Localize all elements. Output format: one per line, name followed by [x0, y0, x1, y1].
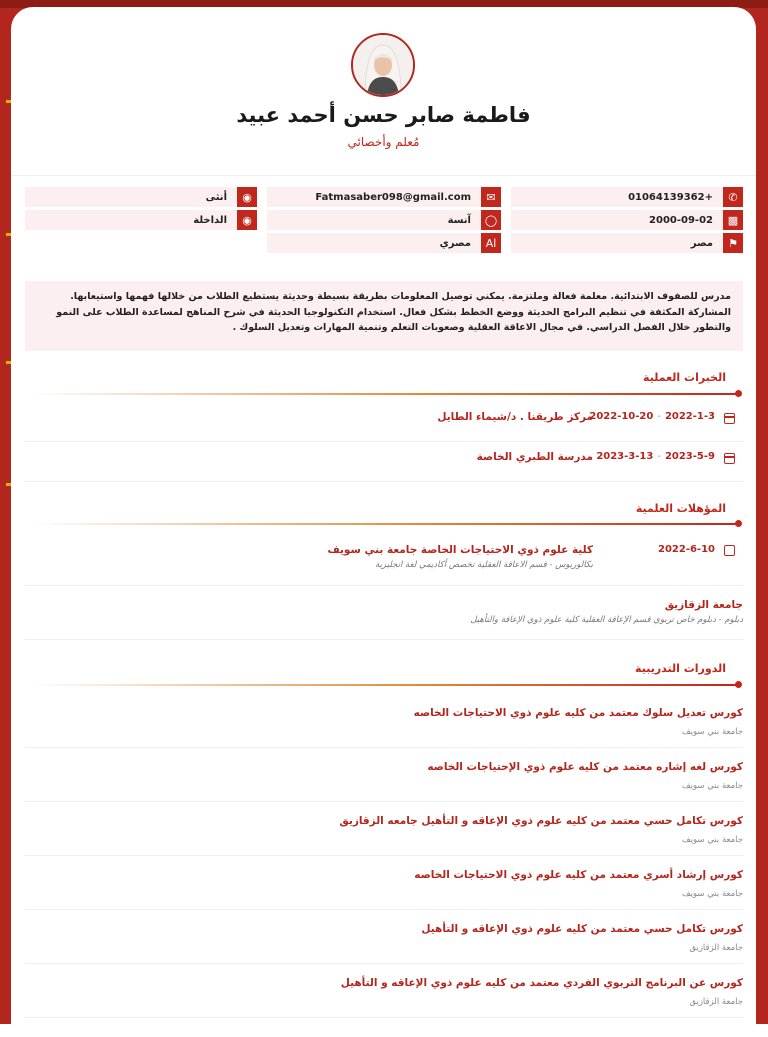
section-divider	[31, 684, 737, 686]
calendar-icon	[724, 545, 735, 556]
resume-header	[11, 7, 756, 176]
section-dot	[735, 681, 742, 688]
section-divider	[31, 393, 737, 395]
qualification-title: جامعة الزقازيق	[664, 599, 743, 611]
course-item	[25, 693, 743, 748]
course-item	[25, 801, 743, 856]
course-institution: جامعة بني سويف	[681, 727, 743, 737]
location-pin-icon: ◉	[237, 210, 257, 230]
gender-icon: ◉	[237, 187, 257, 207]
course-institution: جامعة بني سويف	[681, 781, 743, 791]
course-institution: جامعة الزقازيق	[689, 943, 743, 953]
experience-title: الخبرات العملية	[643, 371, 726, 384]
qualification-date: 2022-6-10	[657, 544, 715, 555]
course-title: كورس لغه إشاره معتمد من كليه علوم ذوي الإحتياجات الخاصه	[427, 761, 743, 773]
resume-card	[11, 7, 756, 1037]
course-item	[25, 855, 743, 910]
qualification-detail: دبلوم - دبلوم خاص تربوي قسم الإعاقة العقلية كلية علوم ذوي الإعاقة والتأهيل	[470, 615, 743, 625]
full-name: فاطمة صابر حسن أحمد عبيد	[236, 103, 531, 127]
course-title: كورس تعديل سلوك معتمد من كليه علوم ذوي الاحتياجات الخاصه	[413, 707, 743, 719]
experience-org: مدرسة الطبري الخاصة	[476, 451, 593, 463]
info-city	[25, 210, 257, 230]
info-nationality	[267, 233, 501, 253]
job-title: مُعلم وأخصائي	[347, 135, 420, 149]
marital-status-value: آنسة	[447, 214, 471, 226]
course-item	[25, 909, 743, 964]
course-institution: جامعة الزقازيق	[689, 997, 743, 1007]
calendar-icon	[724, 413, 735, 424]
info-marital-status	[267, 210, 501, 230]
ring-icon: ◯	[481, 210, 501, 230]
courses-title: الدورات التدريبية	[635, 662, 726, 675]
nationality-value: مصري	[439, 237, 471, 249]
country-value: مصر	[690, 237, 713, 249]
email-value[interactable]: Fatmasaber098@gmail.com	[315, 191, 471, 203]
info-email	[267, 187, 501, 207]
qualification-title: كلية علوم ذوي الاحتياجات الخاصة جامعة بني سويف	[327, 544, 593, 556]
calendar-icon	[724, 453, 735, 464]
experience-dates: 2023-3-13 - 2023-5-9	[596, 451, 715, 462]
avatar	[351, 33, 415, 97]
course-title: كورس عن البرنامج التربوي الفردي معتمد من كليه علوم ذوي الإعاقه و التأهيل	[340, 977, 743, 989]
experience-dates: 2022-10-20 - 2022-1-3	[589, 411, 715, 422]
phone-icon: ✆	[723, 187, 743, 207]
profile-summary: مدرس للصفوف الابتدائية. معلمة فعالة وملتزمة. يمكني توصيل المعلومات بطريقة بسيطة وحديثة يستطيع الطلاب من خلالها فهمها واستيعابها. المشاركة المكثفة في تنظيم البرامج الحديثة ووضع الخطط بشكل فعال. استخدام التكنولوجيا الحديثة في شرح المناهج لمساعدة الطلاب على النمو والتطور خلال الفصل الدراسي. في مجال الاعاقة العقلية وصعوبات التعلم وتنمية المهارات وتعديل السلوك .	[25, 281, 743, 351]
course-institution: جامعة بني سويف	[681, 835, 743, 845]
phone-value: +01064139362	[628, 191, 713, 203]
translate-icon: اA	[481, 233, 501, 253]
section-divider	[31, 523, 737, 525]
info-phone	[511, 187, 743, 207]
qualifications-title: المؤهلات العلمية	[635, 502, 726, 515]
course-item	[25, 747, 743, 802]
section-dot	[735, 520, 742, 527]
flag-icon: ⚑	[723, 233, 743, 253]
info-gender	[25, 187, 257, 207]
birth-date-value: 2000-09-02	[649, 214, 713, 226]
mail-icon: ✉	[481, 187, 501, 207]
experience-item	[25, 441, 743, 482]
course-item	[25, 963, 743, 1018]
course-title: كورس تكامل حسي معتمد من كليه علوم ذوي الإعاقه و التأهيل جامعه الزقازيق	[339, 815, 743, 827]
qualification-item	[25, 535, 743, 586]
course-institution: جامعة بني سويف	[681, 889, 743, 899]
qualification-detail: بكالوريوس - قسم الاعاقة العقلية تخصص أكاديمي لغة انجليزية	[375, 560, 593, 570]
info-country	[511, 233, 743, 253]
experience-org: مركز طريقنا . د/شيماء الطايل	[437, 411, 593, 423]
course-title: كورس تكامل حسي معتمد من كليه علوم ذوي الإعاقه و التأهيل	[421, 923, 743, 935]
city-value: الداخلة	[193, 214, 227, 226]
course-title: كورس إرشاد أسري معتمد من كليه علوم ذوي الاحتياجات الخاصه	[414, 869, 743, 881]
cake-icon: ▩	[723, 210, 743, 230]
gender-value: أنثى	[205, 191, 227, 203]
contact-info	[25, 187, 743, 256]
section-dot	[735, 390, 742, 397]
qualification-item	[25, 587, 743, 640]
info-birth-date	[511, 210, 743, 230]
experience-item	[25, 401, 743, 442]
